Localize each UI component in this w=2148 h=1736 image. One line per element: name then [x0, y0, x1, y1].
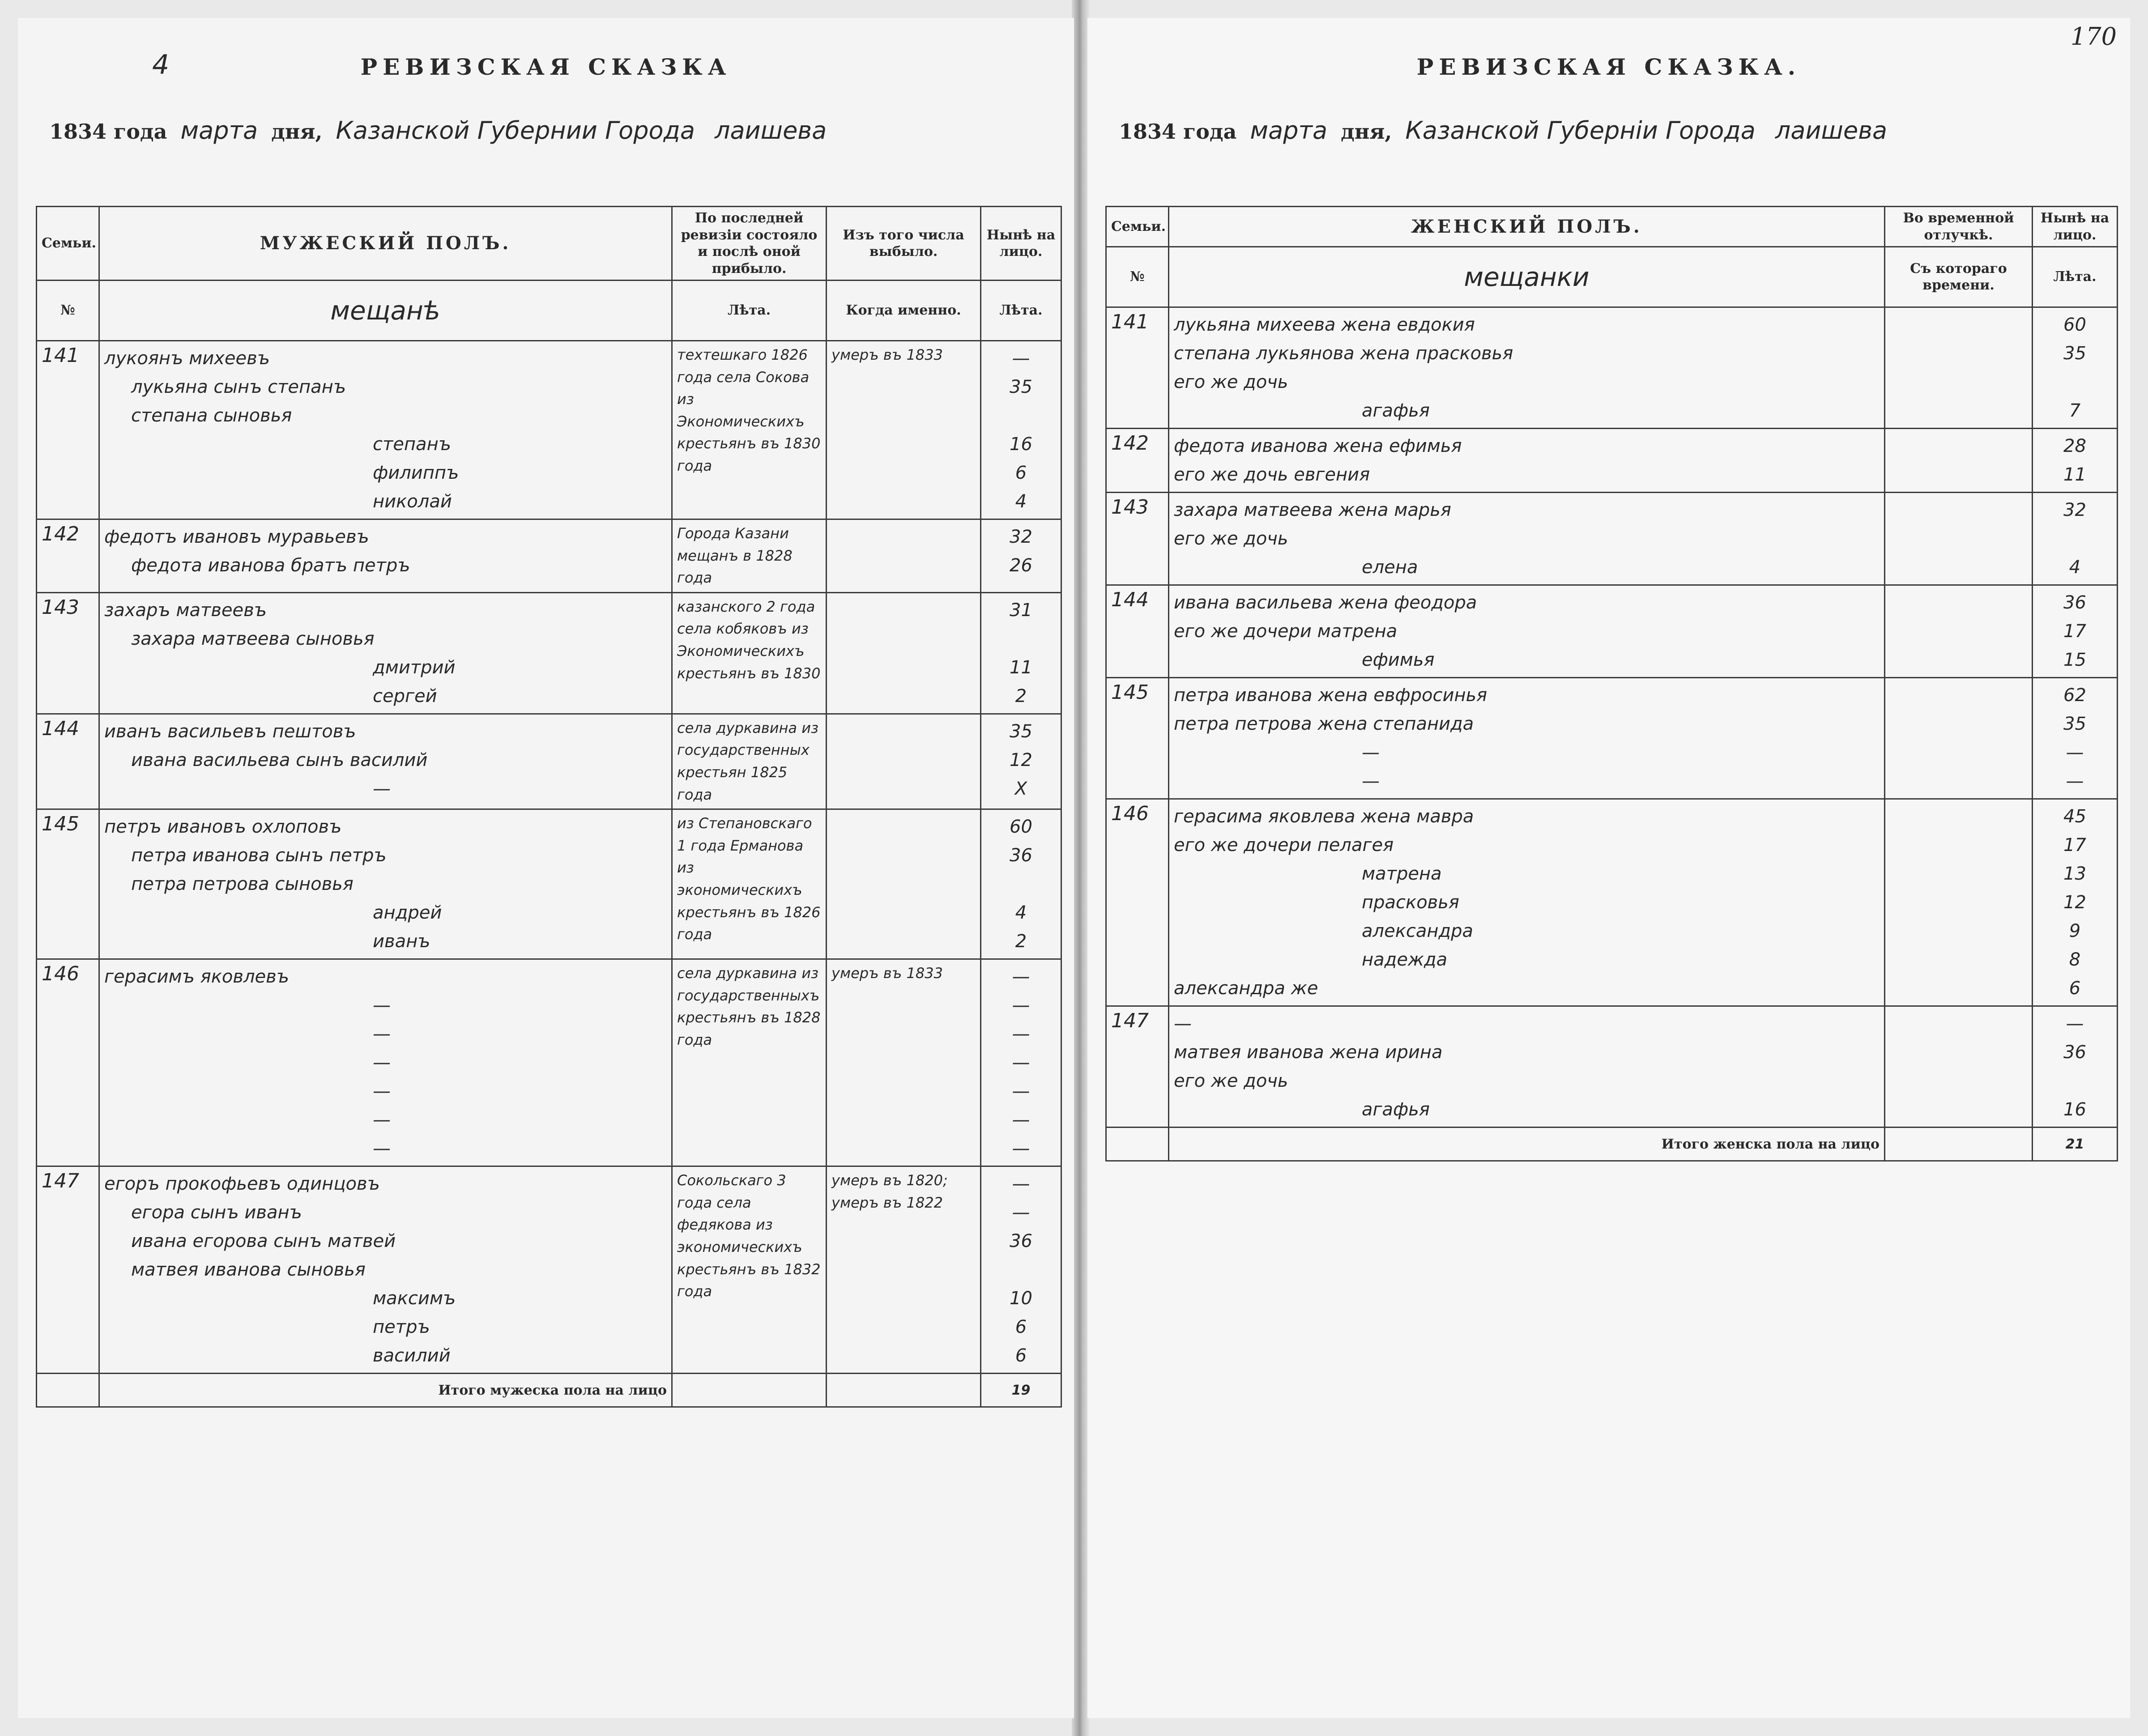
- origin-note: Города Казани мещанъ в 1828 года: [672, 519, 827, 593]
- person-name: петра иванова сынъ петръ: [131, 845, 387, 866]
- ages-cell: [981, 1166, 1061, 1374]
- departed-note: умеръ въ 1833: [827, 959, 981, 1166]
- person-name: петра петрова жена степанида: [1174, 714, 1474, 734]
- age-value: 17: [2063, 621, 2086, 642]
- age-value: —: [1012, 1138, 1030, 1159]
- person-name: петра петрова сыновья: [131, 874, 354, 895]
- year: 1834: [49, 119, 107, 144]
- person-name: николай: [373, 491, 452, 512]
- age-value: —: [2066, 1013, 2084, 1034]
- age-value: 6: [1015, 463, 1027, 483]
- departed-note: умеръ въ 1833: [827, 341, 981, 519]
- col-when: Когда именно.: [827, 281, 981, 341]
- col-absent: Во временной отлучкѣ.: [1885, 207, 2033, 247]
- family-row: [1106, 429, 2118, 493]
- names-cell: [99, 1166, 672, 1374]
- ages-cell: [2033, 585, 2118, 678]
- age-value: 4: [2069, 557, 2081, 578]
- absent-cell: [1885, 678, 2033, 799]
- person-name: степана сыновья: [131, 405, 292, 426]
- col-family: Семьи.: [37, 207, 99, 281]
- person-name: матвея иванова жена ирина: [1174, 1042, 1443, 1063]
- origin-note: из Степановскаго 1 года Ерманова из экономическихъ крестьянъ въ 1826 года: [672, 809, 827, 959]
- age-value: 16: [1010, 434, 1032, 455]
- age-value: 32: [2063, 500, 2086, 520]
- left-page: [18, 18, 1074, 1718]
- ages-cell: [2033, 307, 2118, 429]
- absent-cell: [1885, 585, 2033, 678]
- ages-cell: [981, 519, 1061, 593]
- female-register-table: [1105, 206, 2118, 1162]
- person-name: егора сынъ иванъ: [131, 1202, 302, 1223]
- person-name: александра же: [1174, 978, 1318, 999]
- person-name: захаръ матвеевъ: [104, 600, 267, 621]
- city: лаишева: [714, 116, 827, 145]
- month: марта: [180, 116, 258, 145]
- departed-note: умеръ въ 1820; умеръ въ 1822: [827, 1166, 981, 1374]
- page-title: РЕВИЗСКАЯ СКАЗКА.: [1416, 54, 1801, 80]
- person-name: прасковья: [1362, 892, 1459, 913]
- person-name: иванъ: [373, 931, 430, 952]
- ages-cell: [2033, 429, 2118, 493]
- col-last-revision: По последней ревизіи состояло и послѣ оной прибыло.: [672, 207, 827, 281]
- family-row: [37, 959, 1061, 1166]
- age-value: 35: [1010, 721, 1032, 742]
- ages-cell: [2033, 1006, 2118, 1128]
- age-value: —: [2066, 742, 2084, 763]
- names-cell: [1169, 493, 1885, 585]
- person-name: петръ: [373, 1317, 430, 1338]
- age-value: 6: [2069, 978, 2081, 999]
- guberniya: Казанской Губернии Города: [336, 116, 695, 145]
- family-row: [37, 592, 1061, 714]
- family-number: 143: [37, 592, 99, 714]
- origin-note: казанского 2 года села кобяковъ из Экономическихъ крестьянъ въ 1830: [672, 592, 827, 714]
- age-value: —: [2066, 771, 2084, 791]
- header-line: 1834 года марта дня, Казанской Губерніи Города лаишева: [1119, 116, 1888, 145]
- family-number: 144: [37, 714, 99, 809]
- ages-cell: [981, 809, 1061, 959]
- male-total: 19: [981, 1374, 1061, 1407]
- ages-cell: [2033, 678, 2118, 799]
- age-value: —: [1012, 995, 1030, 1016]
- family-number: 146: [1106, 799, 1169, 1006]
- names-cell: [99, 809, 672, 959]
- age-value: 6: [1015, 1345, 1027, 1366]
- age-value: [986, 401, 1056, 430]
- ages-cell: [981, 959, 1061, 1166]
- age-value: 60: [2063, 315, 2086, 335]
- col-no: №: [1106, 247, 1169, 307]
- col-family: Семьи.: [1106, 207, 1169, 247]
- age-value: 62: [2063, 685, 2086, 706]
- col-since: Съ котораго времени.: [1885, 247, 2033, 307]
- person-name: елена: [1362, 557, 1418, 578]
- col-sex: ЖЕНСКИЙ ПОЛЪ.: [1169, 207, 1885, 247]
- age-value: 35: [2063, 714, 2086, 734]
- person-name: матрена: [1362, 864, 1442, 884]
- person-name: —: [373, 1052, 391, 1073]
- age-value: 17: [2063, 835, 2086, 855]
- person-name: герасима яковлева жена мавра: [1174, 806, 1474, 827]
- person-name: ивана васильева жена феодора: [1174, 592, 1477, 613]
- age-value: 12: [2063, 892, 2086, 913]
- person-name: федота иванова жена ефимья: [1174, 436, 1462, 456]
- person-name: его же дочь: [1174, 1071, 1288, 1091]
- person-name: степана лукьянова жена прасковья: [1174, 343, 1513, 364]
- age-value: —: [1012, 966, 1030, 987]
- names-cell: [1169, 429, 1885, 493]
- age-value: [986, 625, 1056, 653]
- names-cell: [1169, 1006, 1885, 1128]
- person-name: филиппъ: [373, 463, 459, 483]
- age-value: [986, 1255, 1056, 1284]
- page-mark: 4: [152, 49, 170, 81]
- person-name: петра иванова жена евфросинья: [1174, 685, 1487, 706]
- names-cell: [1169, 307, 1885, 429]
- person-name: петръ ивановъ охлоповъ: [104, 817, 342, 838]
- age-value: 8: [2069, 949, 2081, 970]
- male-total-label: Итого мужеска пола на лицо: [99, 1374, 672, 1407]
- age-value: 13: [2063, 864, 2086, 884]
- person-name: сергей: [373, 685, 437, 706]
- person-name: —: [1362, 771, 1380, 791]
- age-value: 36: [2063, 1042, 2086, 1063]
- right-page: [1087, 18, 2130, 1718]
- person-name: лукоянъ михеевъ: [104, 348, 270, 369]
- person-name: его же дочь: [1174, 372, 1288, 392]
- col-estate: мещанки: [1169, 247, 1885, 307]
- person-name: —: [373, 1081, 391, 1102]
- person-name: иванъ васильевъ пештовъ: [104, 721, 356, 742]
- col-left: Изъ того числа выбыло.: [827, 207, 981, 281]
- person-name: —: [373, 1024, 391, 1045]
- family-row: [37, 809, 1061, 959]
- family-number: 143: [1106, 493, 1169, 585]
- departed-note: [827, 714, 981, 809]
- origin-note: Сокольскаго 3 года села федякова из экономическихъ крестьянъ въ 1832 года: [672, 1166, 827, 1374]
- person-name: матвея иванова сыновья: [131, 1259, 366, 1281]
- family-number: 141: [37, 341, 99, 519]
- age-value: 9: [2069, 921, 2081, 941]
- person-name: —: [373, 1138, 391, 1159]
- family-row: [37, 341, 1061, 519]
- page-number: 170: [2070, 22, 2117, 51]
- family-row: [37, 714, 1061, 809]
- col-years2: Лѣта.: [981, 281, 1061, 341]
- age-value: —: [1012, 1174, 1030, 1195]
- person-name: лукьяна сынъ степанъ: [131, 377, 346, 397]
- person-name: ивана егорова сынъ матвей: [131, 1231, 396, 1252]
- age-value: 26: [1010, 555, 1032, 576]
- family-row: [37, 1166, 1061, 1374]
- age-value: —: [1012, 1052, 1030, 1073]
- family-number: 147: [37, 1166, 99, 1374]
- names-cell: [99, 592, 672, 714]
- person-name: дмитрий: [373, 657, 456, 678]
- age-value: 2: [1015, 931, 1027, 952]
- age-value: 28: [2063, 436, 2086, 456]
- person-name: его же дочери матрена: [1174, 621, 1398, 642]
- age-value: 31: [1010, 600, 1032, 621]
- absent-cell: [1885, 493, 2033, 585]
- female-total-label: Итого женска пола на лицо: [1169, 1128, 1885, 1161]
- names-cell: [99, 959, 672, 1166]
- person-name: его же дочери пелагея: [1174, 835, 1394, 855]
- age-value: 12: [1010, 749, 1032, 770]
- age-value: [2037, 524, 2112, 553]
- family-row: [37, 519, 1061, 593]
- guberniya: Казанской Губерніи Города: [1405, 116, 1756, 145]
- person-name: александра: [1362, 921, 1474, 941]
- family-number: 144: [1106, 585, 1169, 678]
- person-name: захара матвеева сыновья: [131, 628, 375, 649]
- age-value: X: [1014, 778, 1027, 799]
- person-name: его же дочь: [1174, 528, 1288, 549]
- family-row: [1106, 1006, 2118, 1128]
- family-number: 142: [37, 519, 99, 593]
- person-name: лукьяна михеева жена евдокия: [1174, 315, 1475, 335]
- departed-note: [827, 592, 981, 714]
- age-value: —: [1012, 1202, 1030, 1223]
- person-name: агафья: [1362, 1099, 1430, 1120]
- month: марта: [1250, 116, 1328, 145]
- age-value: 16: [2063, 1099, 2086, 1120]
- family-row: [1106, 678, 2118, 799]
- age-value: 2: [1015, 685, 1027, 706]
- city: лаишева: [1775, 116, 1888, 145]
- col-estate: мещанѣ: [99, 281, 672, 341]
- age-value: 32: [1010, 527, 1032, 547]
- age-value: —: [1012, 1081, 1030, 1102]
- origin-note: техтешкаго 1826 года села Сокова из Экономическихъ крестьянъ въ 1830 года: [672, 341, 827, 519]
- names-cell: [99, 519, 672, 593]
- age-value: —: [1012, 348, 1030, 369]
- ages-cell: [981, 341, 1061, 519]
- person-name: максимъ: [373, 1288, 456, 1309]
- person-name: —: [373, 1110, 391, 1131]
- person-name: надежда: [1362, 949, 1448, 970]
- age-value: 7: [2069, 400, 2081, 421]
- person-name: василий: [373, 1345, 451, 1366]
- family-number: 145: [1106, 678, 1169, 799]
- person-name: —: [373, 995, 391, 1016]
- names-cell: [1169, 799, 1885, 1006]
- page-title: РЕВИЗСКАЯ СКАЗКА: [360, 54, 732, 80]
- book-spine: [1072, 0, 1090, 1736]
- names-cell: [99, 714, 672, 809]
- female-total: 21: [2033, 1128, 2118, 1161]
- absent-cell: [1885, 429, 2033, 493]
- person-name: андрей: [373, 902, 442, 923]
- age-value: 45: [2063, 806, 2086, 827]
- departed-note: [827, 809, 981, 959]
- person-name: его же дочь евгения: [1174, 464, 1370, 485]
- origin-note: села дуркавина из государственных крестьян 1825 года: [672, 714, 827, 809]
- person-name: ивана васильева сынъ василий: [131, 749, 428, 770]
- departed-note: [827, 519, 981, 593]
- absent-cell: [1885, 799, 2033, 1006]
- ages-cell: [981, 714, 1061, 809]
- person-name: федота иванова братъ петръ: [131, 555, 410, 576]
- age-value: 11: [2063, 464, 2086, 485]
- person-name: герасимъ яковлевъ: [104, 966, 289, 987]
- age-value: 35: [2063, 343, 2086, 364]
- age-value: [2037, 368, 2112, 396]
- person-name: агафья: [1362, 400, 1430, 421]
- ages-cell: [2033, 799, 2118, 1006]
- person-name: захара матвеева жена марья: [1174, 500, 1451, 520]
- family-row: [1106, 799, 2118, 1006]
- age-value: 4: [1015, 902, 1027, 923]
- ages-cell: [2033, 493, 2118, 585]
- family-number: 146: [37, 959, 99, 1166]
- names-cell: [1169, 585, 1885, 678]
- age-value: —: [1012, 1024, 1030, 1045]
- person-name: —: [1174, 1013, 1192, 1034]
- family-number: 142: [1106, 429, 1169, 493]
- age-value: 60: [1010, 817, 1032, 838]
- age-value: 11: [1010, 657, 1032, 678]
- family-number: 141: [1106, 307, 1169, 429]
- age-value: [986, 870, 1056, 898]
- col-no: №: [37, 281, 99, 341]
- person-name: —: [1362, 742, 1380, 763]
- family-number: 145: [37, 809, 99, 959]
- header-line: 1834 года марта дня, Казанской Губернии Города лаишева: [49, 116, 827, 145]
- col-now: Нынѣ на лицо.: [2033, 207, 2118, 247]
- family-row: [1106, 307, 2118, 429]
- age-value: 15: [2063, 650, 2086, 670]
- absent-cell: [1885, 1006, 2033, 1128]
- year: 1834: [1119, 119, 1176, 144]
- age-value: 36: [2063, 592, 2086, 613]
- col-now: Нынѣ на лицо.: [981, 207, 1061, 281]
- col-years: Лѣта.: [2033, 247, 2118, 307]
- absent-cell: [1885, 307, 2033, 429]
- names-cell: [1169, 678, 1885, 799]
- person-name: степанъ: [373, 434, 451, 455]
- col-years: Лѣта.: [672, 281, 827, 341]
- origin-note: села дуркавина из государственныхъ крестьянъ въ 1828 года: [672, 959, 827, 1166]
- age-value: —: [1012, 1110, 1030, 1131]
- male-register-table: [36, 206, 1062, 1408]
- names-cell: [99, 341, 672, 519]
- person-name: ефимья: [1362, 650, 1435, 670]
- age-value: 4: [1015, 491, 1027, 512]
- col-sex: МУЖЕСКИЙ ПОЛЪ.: [99, 207, 672, 281]
- family-row: [1106, 585, 2118, 678]
- age-value: [2037, 1067, 2112, 1095]
- person-name: федотъ ивановъ муравьевъ: [104, 527, 369, 547]
- age-value: 6: [1015, 1317, 1027, 1338]
- age-value: 35: [1010, 377, 1032, 397]
- ages-cell: [981, 592, 1061, 714]
- age-value: 36: [1010, 1231, 1032, 1252]
- family-row: [1106, 493, 2118, 585]
- age-value: 10: [1010, 1288, 1032, 1309]
- age-value: 36: [1010, 845, 1032, 866]
- person-name: —: [373, 778, 391, 799]
- person-name: егоръ прокофьевъ одинцовъ: [104, 1174, 380, 1195]
- family-number: 147: [1106, 1006, 1169, 1128]
